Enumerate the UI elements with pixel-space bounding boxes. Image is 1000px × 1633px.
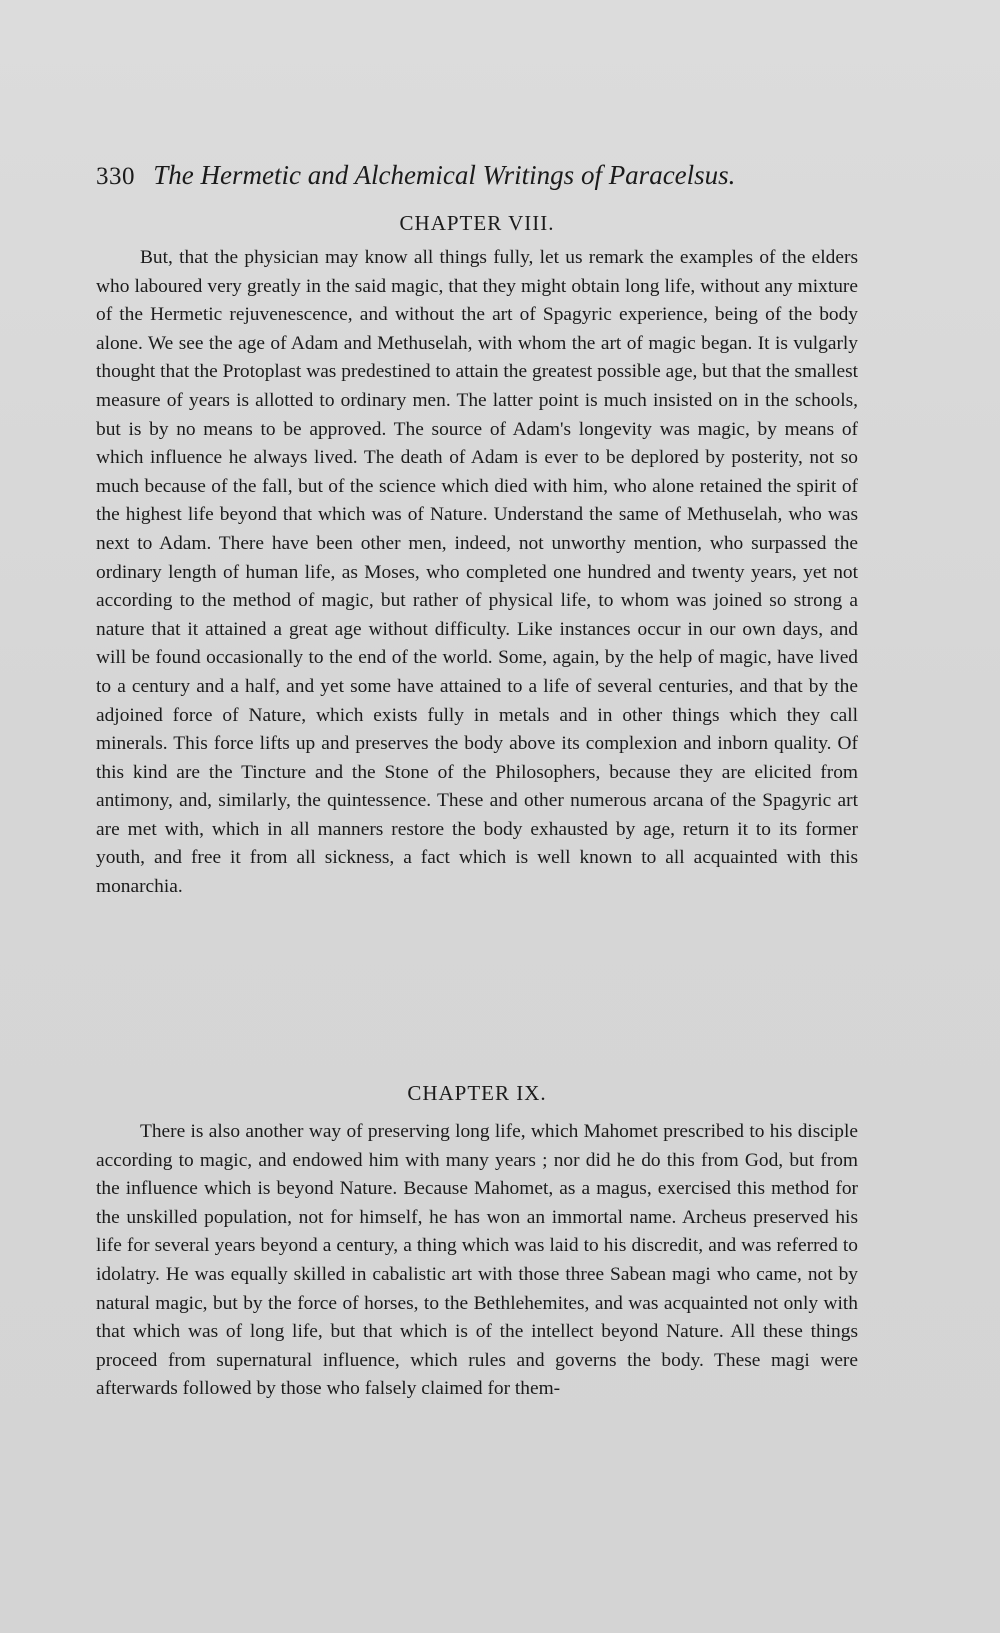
chapter-body [96,1118,858,1404]
chapter-heading: CHAPTER IX. [407,1081,547,1105]
chapter-body [96,244,858,902]
book-title: The Hermetic and Alchemical Writings of Paracelsus. [153,160,736,190]
page-number: 330 [96,163,135,190]
paragraph: There is also another way of preserving long life, which Mahomet prescribed to his disciple according to magic, and endowed him with many years ; nor did he do this from God, but from the influence which is beyond Nature. Because Mahomet, as a magus, exercised this method for the unskilled population, not for himself, he has won an immortal name. Archeus preserved his life for several years beyond a century, a thing which was laid to his discredit, and was referred to idolatry. He was equally skilled in cabalistic art with those three Sabean magi who came, not by natural magic, but by the force of horses, to the Bethlehemites, and was acquainted not only with that which was of long life, but that which is of the intellect beyond Nature. All these things proceed from supernatural influence, which rules and governs the body. These magi were afterwards followed by those who falsely claimed for them- [96,1121,858,1400]
running-head [96,155,876,197]
chapter-heading: CHAPTER VIII. [399,211,555,235]
paragraph: But, that the physician may know all things fully, let us remark the examples of the elders who laboured very greatly in the said magic, that they might obtain long life, without any mixture of the Hermetic rejuvenescence, and without the art of Spagyric experience, being of the body alone. We see the age of Adam and Methuselah, with whom the art of magic began. It is vulgarly thought that the Protoplast was predestined to attain the greatest possible age, but that the smallest measure of years is allotted to ordinary men. The latter point is much insisted on in the schools, but is by no means to be approved. The source of Adam's longevity was magic, by means of which influence he always lived. The death of Adam is ever to be deplored by posterity, not so much because of the fall, but of the science which died with him, who alone retained the spirit of the highest life beyond that which was of Nature. Understand the same of Methuselah, who was next to Adam. There have been other men, indeed, not unworthy mention, who surpassed the ordinary length of human life, as Moses, who completed one hundred and twenty years, yet not according to the method of magic, but rather of physical life, to whom was joined so strong a nature that it attained a great age without difficulty. Like instances occur in our own days, and will be found occasionally to the end of the world. Some, again, by the help of magic, have lived to a century and a half, and yet some have attained to a life of several centuries, and that by the adjoined force of Nature, which exists fully in metals and in other things which they call minerals. This force lifts up and preserves the body above its complexion and inborn quality. Of this kind are the Tincture and the Stone of the Philosophers, because they are elicited from antimony, and, similarly, the quintessence. These and other numerous arcana of the Spagyric art are met with, which in all manners restore the body exhausted by age, return it to its former youth, and free it from all sickness, a fact which is well known to all acquainted with this monarchia. [96,247,858,898]
